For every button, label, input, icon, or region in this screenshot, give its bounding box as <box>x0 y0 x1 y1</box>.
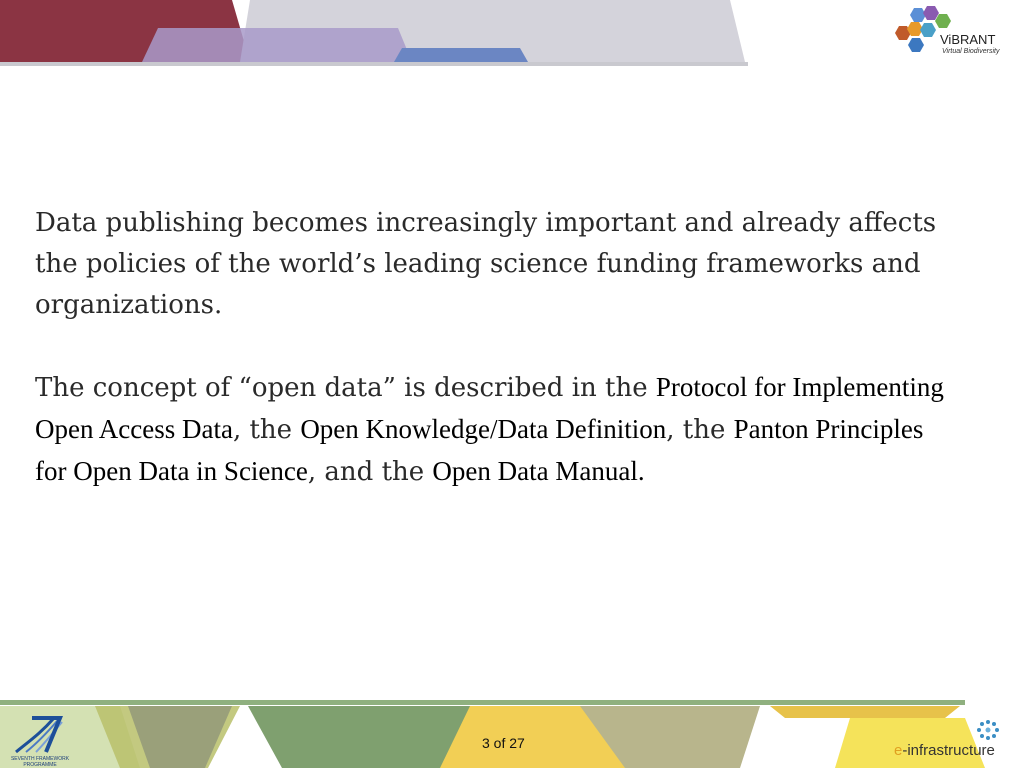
link-protocol-open-access[interactable]: Protocol for Implementing Open Access Data <box>35 372 944 444</box>
paragraph-open-data-concept <box>35 367 955 493</box>
paragraph-data-publishing: Data publishing becomes increasingly important and already affects the policies of the world’s leading science funding frameworks and organizations. <box>35 208 937 320</box>
link-panton-principles[interactable]: Panton Principles for Open Data in Science <box>35 414 924 486</box>
e-infrastructure-logo <box>894 718 1006 764</box>
e-infrastructure-dots-icon <box>970 718 1006 742</box>
vibrant-logo-tagline: Virtual Biodiversity <box>942 48 1000 55</box>
fp7-caption <box>10 756 70 768</box>
fp7-logo <box>10 712 70 766</box>
top-decorative-banner <box>0 0 760 70</box>
e-infrastructure-wordmark <box>894 742 995 759</box>
slide-content <box>35 203 955 534</box>
text-segment: , the <box>232 415 301 445</box>
e-infrastructure-rest: -infrastructure <box>902 742 995 759</box>
vibrant-logo <box>890 4 1010 56</box>
e-infrastructure-prefix: e <box>894 742 903 759</box>
text-segment: The concept of “open data” is described in the <box>35 373 656 403</box>
text-segment: , the <box>666 415 734 445</box>
fp7-caption-line2: PROGRAMME <box>23 762 57 768</box>
fp7-emblem-icon <box>10 712 70 756</box>
link-open-data-manual[interactable]: Open Data Manual. <box>432 456 645 486</box>
text-segment: , and the <box>307 457 433 487</box>
bottom-decorative-banner <box>0 700 1024 768</box>
vibrant-logo-name: ViBRANT <box>940 32 996 47</box>
fp7-caption-line1: SEVENTH FRAMEWORK <box>10 756 70 762</box>
link-open-knowledge-definition[interactable]: Open Knowledge/Data Definition <box>300 414 667 444</box>
page-indicator: 3 of 27 <box>482 735 525 751</box>
